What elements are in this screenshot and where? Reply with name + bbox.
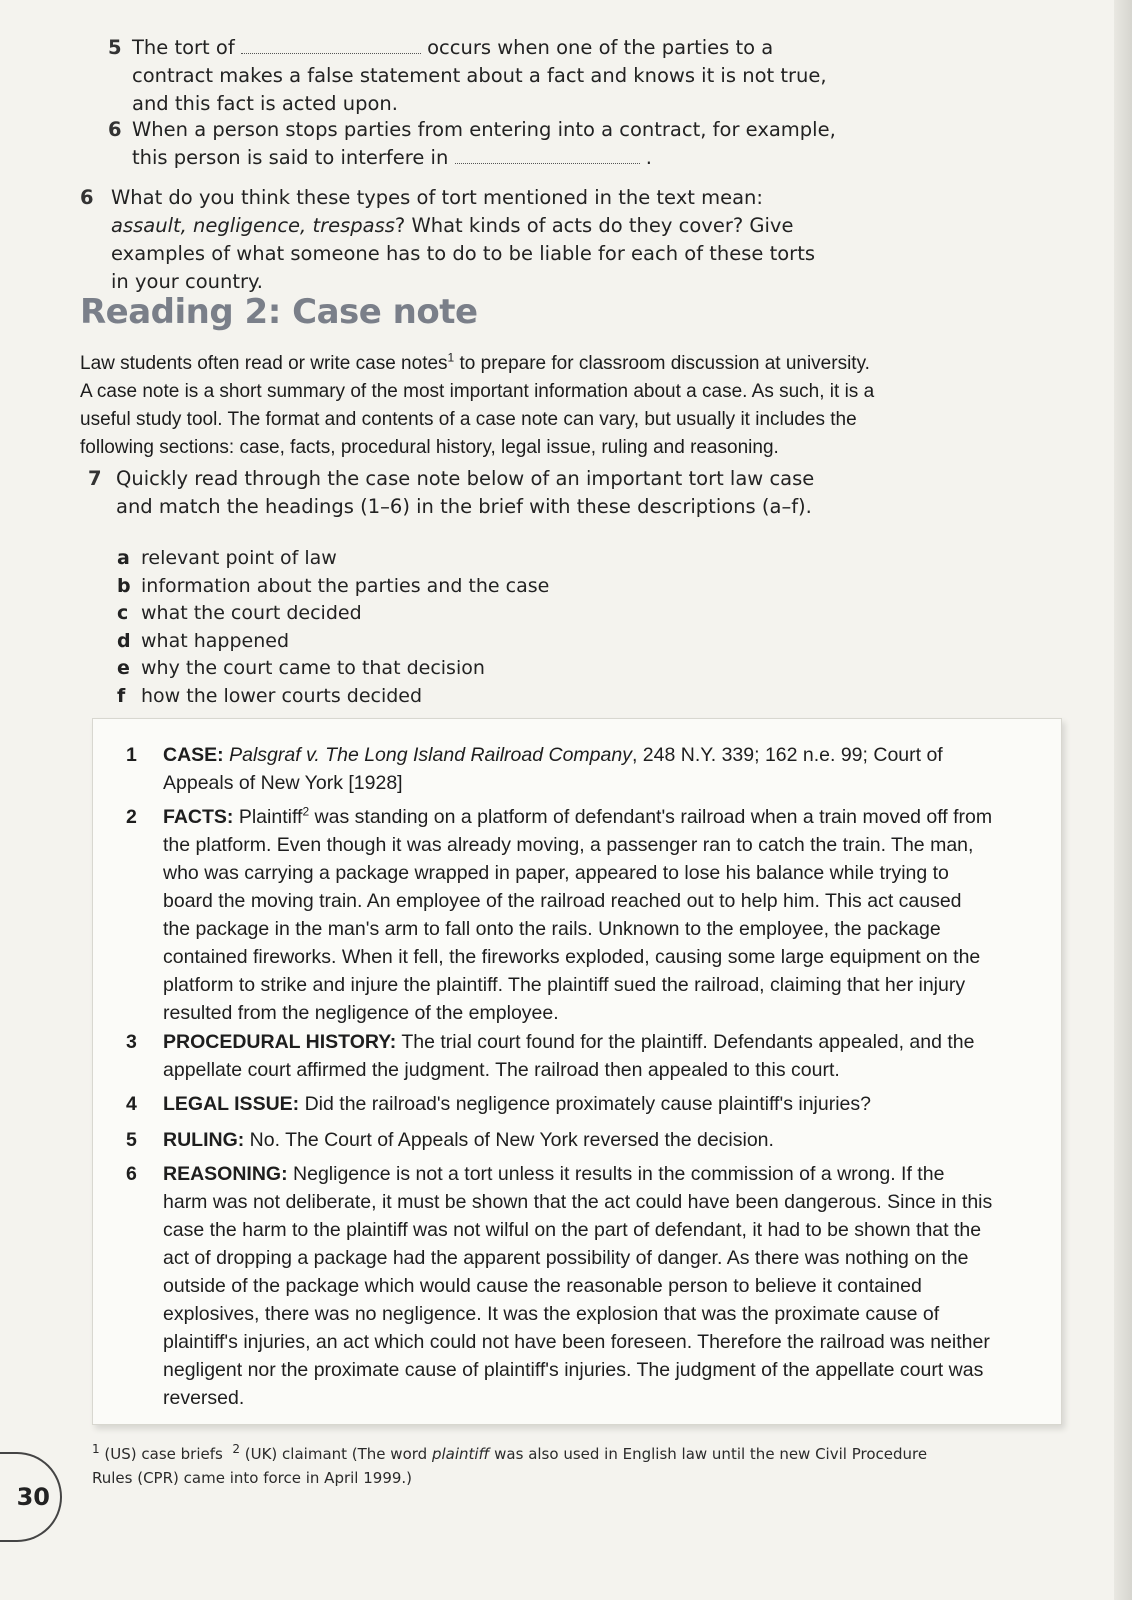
item-text-before: The tort of [132, 36, 235, 59]
footnote-marker-1: 1 [92, 1442, 100, 1456]
option-b [117, 573, 549, 601]
heading-label: REASONING: [163, 1163, 288, 1185]
exercise-number: 7 [88, 467, 102, 490]
footnote-ref-2: 2 [302, 804, 310, 819]
exercise-instruction: Quickly read through the case note below of an important tort law case and match the headings (1–6) in the brief with these descriptions (a–f). [116, 467, 815, 518]
page-edge-shadow [1114, 0, 1132, 1600]
footnote-ref-1: 1 [447, 350, 455, 365]
item-number: 5 [108, 36, 122, 59]
option-text: information about the parties and the case [141, 574, 550, 597]
exercise-item-5 [108, 34, 848, 118]
exercise-6 [80, 184, 820, 296]
option-letter: a [117, 547, 130, 569]
legal-issue-text: Did the railroad's negligence proximately cause plaintiff's injuries? [304, 1093, 871, 1115]
option-e [117, 655, 549, 683]
exercise-text-before: What do you think these types of tort mentioned in the text mean: [111, 186, 763, 209]
option-letter: b [117, 574, 131, 597]
brief-reasoning [93, 1160, 993, 1412]
heading-number: 4 [126, 1093, 137, 1115]
item-number: 6 [108, 118, 122, 141]
option-c [117, 600, 549, 628]
footnote-marker-2: 2 [232, 1442, 240, 1456]
procedural-history-text: The trial court found for the plaintiff. Defendants appealed, and the appellate court affirmed the judgment. The railroad then appealed to this court. [163, 1031, 975, 1081]
option-letter: c [117, 602, 129, 624]
page-number: 30 [0, 1452, 62, 1542]
facts-text: was standing on a platform of defendant's railroad when a train moved off from the platform. Even though it was already moving, a passenger ran to catch the train. The man, who was carrying a package wrapped in paper, appeared to lose his balance while trying to board the moving train. An employee of the railroad reached out to help him. This act caused the package in the man's arm to fall onto the rails. Unknown to the employee, the package contained fireworks. When it fell, the fireworks exploded, causing some large equipment on the platform to strike and injure the plaintiff. The plaintiff sued the railroad, claiming that her injury resulted from the negligence of the employee. [163, 806, 993, 1024]
intro-text-before: Law students often read or write case notes [80, 353, 448, 374]
case-brief-box [92, 718, 1062, 1425]
heading-label: FACTS: [163, 806, 234, 828]
brief-ruling [93, 1126, 993, 1154]
heading-label: CASE: [163, 744, 224, 766]
heading-label: PROCEDURAL HISTORY: [163, 1031, 397, 1053]
footnote-2-text-before: (UK) claimant (The word [240, 1445, 432, 1463]
heading-label: LEGAL ISSUE: [163, 1093, 300, 1115]
section-title: Reading 2: Case note [80, 292, 478, 332]
footnote-2-text-after: was also used in English law until the new Civil Procedure Rules (CPR) came into force in April 1999.) [92, 1445, 928, 1487]
ruling-text: No. The Court of Appeals of New York reversed the decision. [249, 1129, 774, 1151]
exercise-italic-terms: assault, negligence, trespass [111, 214, 395, 237]
option-a [117, 545, 549, 573]
facts-word: Plaintiff [238, 806, 303, 828]
option-text: how the lower courts decided [141, 684, 423, 707]
exercise-text-after: ? What kinds of acts do they cover? Give examples of what someone has to do to be liable for each of these torts in your country. [111, 214, 816, 293]
exercise-number: 6 [80, 186, 94, 209]
footnote-2-italic: plaintiff [431, 1445, 490, 1463]
case-citation: , 248 N.Y. 339; 162 n.e. 99; Court of Appeals of New York [1928] [163, 744, 943, 794]
reasoning-text: Negligence is not a tort unless it results in the commission of a wrong. If the harm was not deliberate, it must be shown that the act could have been dangerous. Since in this case the harm to the plaintiff was not wilful on the part of defendant, it had to be shown that the act of dropping a package had the apparent possibility of danger. As there was nothing on the outside of the package which would cause the reasonable person to believe it contained explosives, there was no negligence. It was the explosion that was the proximate cause of plaintiff's injuries, an act which could not have been foreseen. Therefore the railroad was neither negligent nor the proximate cause of plaintiff's injuries. The judgment of the appellate court was reversed. [163, 1163, 993, 1409]
option-letter: e [117, 657, 130, 679]
option-d [117, 628, 549, 656]
option-text: why the court came to that decision [141, 657, 485, 679]
heading-number: 3 [126, 1031, 137, 1053]
brief-legal-issue [93, 1090, 993, 1118]
heading-number: 1 [126, 744, 137, 766]
exercise-item-6 [108, 116, 848, 172]
heading-number: 6 [126, 1163, 137, 1185]
heading-label: RULING: [163, 1129, 245, 1151]
option-text: what happened [141, 629, 290, 652]
heading-number: 2 [126, 806, 137, 828]
answer-blank[interactable] [241, 37, 421, 54]
brief-facts [93, 803, 993, 1027]
option-letter: f [117, 684, 126, 707]
option-text: relevant point of law [141, 547, 337, 569]
intro-text-after: to prepare for classroom discussion at university. A case note is a short summary of the most important information about a case. As such, it is a useful study tool. The format and contents of a case note can vary, but usually it includes the following sections: case, facts, procedural history, legal issue, ruling and reasoning. [80, 353, 875, 458]
footnotes [92, 1442, 952, 1490]
option-f [117, 683, 549, 711]
heading-number: 5 [126, 1129, 137, 1151]
item-text-after: occurs when one of the parties to a contract makes a false statement about a fact and knows it is not true, and this fact is acted upon. [132, 36, 827, 115]
brief-case [93, 741, 993, 797]
item-text-before: When a person stops parties from entering into a contract, for example, this person is said to interfere in [132, 118, 836, 169]
brief-procedural-history [93, 1028, 993, 1084]
reading-intro [80, 350, 880, 462]
footnote-1-text: (US) case briefs [99, 1445, 223, 1463]
answer-blank[interactable] [455, 147, 640, 164]
exercise-7 [88, 465, 828, 521]
option-letter: d [117, 629, 131, 652]
option-text: what the court decided [141, 602, 362, 624]
description-options [117, 545, 549, 710]
case-name: Palsgraf v. The Long Island Railroad Company [229, 744, 632, 766]
item-text-after: . [645, 146, 652, 169]
